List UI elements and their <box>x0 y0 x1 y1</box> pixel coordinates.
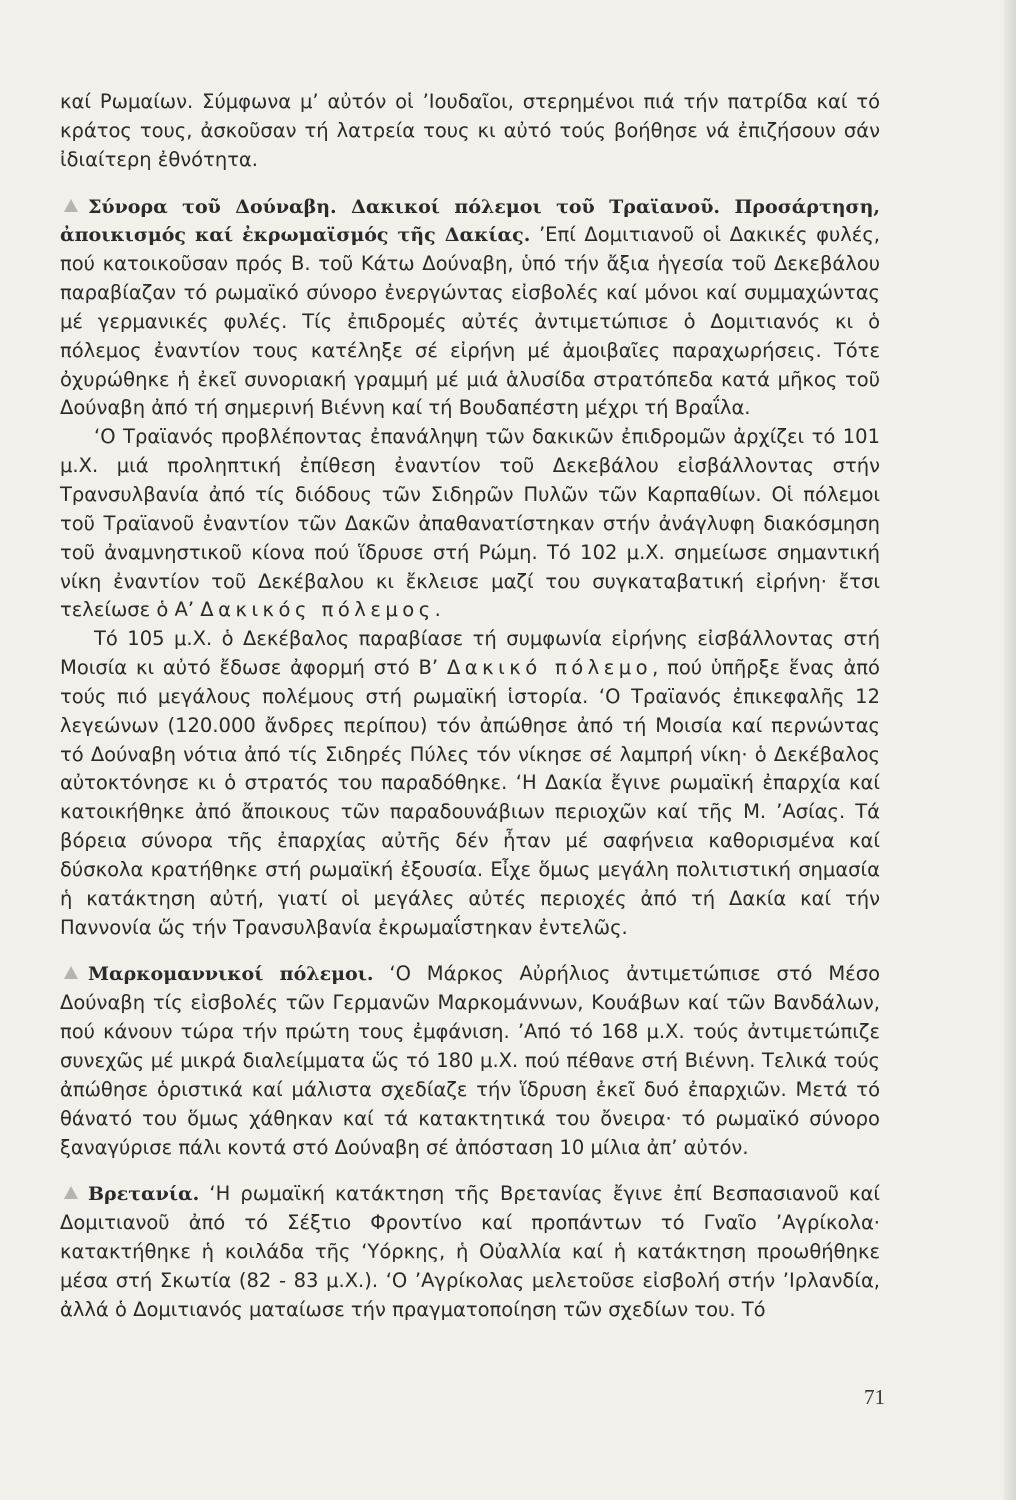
page-number: 71 <box>864 1385 885 1409</box>
paragraph-text: Τό 105 μ.Χ. ὁ Δεκέβαλος παραβίασε τή συμφωνία εἰρήνης εἰσβάλλοντας στή Μοισία κι αὐτό ἔδωσε ἀφορμή στό Β’ <box>60 627 880 680</box>
section-body-marcomannic: ‘Ο Μάρκος Αὐρήλιος ἀντιμετώπισε στό Μέσο Δούναβη τίς εἰσβολές τῶν Γερμανῶν Μαρκομάννων, Κουάβων καί τῶν Βανδάλων, πού κάνουν τώρα τήν πρώτη τους ἐμφάνιση. ’Από τό 168 μ.Χ. τούς ἀντιμετώπιζε συνεχῶς μέ μικρά διαλείμματα ὥς τό 180 μ.Χ. πού πέθανε στή Βιέννη. Τελικά τούς ἀπώθησε ὁριστικά καί μάλιστα σχεδίαζε τήν ἵδρυση ἐκεῖ δυό ἐπαρχιῶν. Μετά τό θάνατό του ὅμως χάθηκαν καί τά κατακτητικά του ὄνειρα· τό ρωμαϊκό σύνορο ξαναγύρισε πάλι κοντά στό Δούναβη σέ ἀπόσταση 10 μίλια ἀπ’ αὐτόν. <box>60 962 880 1159</box>
page-edge-shadow <box>1004 0 1016 1500</box>
emphasis-second-dacian-war: Δακικό πόλεμο <box>446 656 653 680</box>
section-heading-dacia: Σύνορα τοῦ Δούναβη. Δακικοί πόλεμοι τοῦ Τραϊανοῦ. Προσάρτηση, ἀποικισμός καί ἐκρωμαϊσμός τῆς Δακίας. <box>60 195 880 247</box>
paragraph-intro: καί Ρωμαίων. Σύμφωνα μ’ αὐτόν οἱ ’Ιουδαῖοι, στερημένοι πιά τήν πατρίδα καί τό κράτος τους, ἀσκοῦσαν τή λατρεία τους κι αὐτό τούς βοήθησε νά ἐπιζήσουν σάν ἰδιαίτερη ἐθνότητα. <box>60 90 880 171</box>
section-heading-britain: Βρετανία. <box>88 1183 200 1206</box>
section-body-dacia: ’Επί Δομιτιανοῦ οἱ Δακικές φυλές, πού κατοικοῦσαν πρός Β. τοῦ Κάτω Δούναβη, ὑπό τήν ἄξια ἡγεσία τοῦ Δεκεβάλου παραβίαζαν τό ρωμαϊκό σύνορο ἐνεργώντας εἰσβολές καί μόνοι καί συμμαχώντας μέ γερμανικές φυλές. Τίς ἐπιδρομές αὐτές ἀντιμετώπισε ὁ Δομιτιανός κι ὁ πόλεμος ἐναντίον τους κατέληξε σέ εἰρήνη μέ ἀμοιβαῖες παραχωρήσεις. Τότε ὀχυρώθηκε ἡ ἐκεῖ συνοριακή γραμμή μέ μιά ἁλυσίδα στρατόπεδα κατά μῆκος τοῦ Δούναβη ἀπό τή σημερινή Βιέννη καί τή Βουδαπέστη μέχρι τή Βραΐλα. <box>60 223 880 420</box>
section-marcomannic <box>60 960 880 1162</box>
section-body-britain: ‘Η ρωμαϊκή κατάκτηση τῆς Βρετανίας ἔγινε ἐπί Βεσπασιανοῦ καί Δομιτιανοῦ ἀπό τό Σέξτιο Φροντίνο καί προπάντων τό Γναῖο ’Αγρίκολα· κατακτήθηκε ἡ κοιλάδα τῆς ‘Υόρκης, ἡ Οὐαλλία καί ἡ κατάκτηση προωθήθηκε μέσα στή Σκωτία (82 - 83 μ.Χ.). ‘Ο ’Αγρίκολας μελετοῦσε εἰσβολή στήν ’Ιρλανδία, ἀλλά ὁ Δομιτιανός ματαίωσε τήν πραγματοποίηση τῶν σχεδίων του. Τό <box>60 1182 880 1321</box>
emphasis-first-dacian-war: Δακικός πόλεμος <box>200 598 435 622</box>
body-text <box>60 88 880 1325</box>
paragraph-text-end: . <box>434 598 441 622</box>
paragraph-text: ‘Ο Τραϊανός προβλέποντας ἐπανάληψη τῶν δακικῶν ἐπιδρομῶν ἀρχίζει τό 101 μ.Χ. μιά προληπτική ἐπίθεση ἐναντίον τοῦ Δεκεβάλου εἰσβάλλοντας στήν Τρανσυλβανία ἀπό τίς διόδους τῶν Σιδηρῶν Πυλῶν τῶν Καρπαθίων. Οἱ πόλεμοι τοῦ Τραϊανοῦ ἐναντίον τῶν Δακῶν ἀπαθανατίστηκαν στήν ἀνάγλυφη διακόσμηση τοῦ ἀναμνηστικοῦ κίονα πού ἵδρυσε στή Ρώμη. Τό 102 μ.Χ. σημείωσε σημαντική νίκη ἐναντίον τοῦ Δεκέβαλου κι ἔκλεισε μαζί του συγκαταβατική εἰρήνη· ἔτσι τελείωσε ὁ Α’ <box>60 425 880 622</box>
section-britain <box>60 1180 880 1324</box>
section-dacia <box>60 193 880 424</box>
section-heading-marcomannic: Μαρκομαννικοί πόλεμοι. <box>88 963 374 986</box>
section-triangle-icon <box>64 199 78 212</box>
paragraph-text-end: , πού ὑπῆρξε ἕνας ἀπό τούς πιό μεγάλους πολέμους στή ρωμαϊκή ἱστορία. ‘Ο Τραϊανός ἐπικεφαλῆς 12 λεγεώνων (120.000 ἄνδρες περίπου) τόν ἀπώθησε ἀπό τή Μοισία καί περνώντας τό Δούναβη νότια ἀπό τίς Σιδηρές Πύλες τόν νίκησε σέ λαμπρή νίκη· ὁ Δεκέβαλος αὐτοκτόνησε κι ὁ στρατός του παραδόθηκε. ‘Η Δακία ἔγινε ρωμαϊκή ἐπαρχία καί κατοικήθηκε ἀπό ἄποικους τῶν παραδουνάβιων περιοχῶν καί τῆς Μ. ’Ασίας. Τά βόρεια σύνορα τῆς ἐπαρχίας αὐτῆς δέν ἦταν μέ σαφήνεια καθορισμένα καί δύσκολα κρατήθηκε στή ρωμαϊκή ἐξουσία. Εἶχε ὅμως μεγάλη πολιτιστική σημασία ἡ κατάκτηση αὐτή, γιατί οἱ μεγάλες αὐτές περιοχές ἀπό τή Δακία καί τήν Παννονία ὥς τήν Τρανσυλβανία ἐκρωμαΐστηκαν ἐντελῶς. <box>60 656 880 939</box>
paragraph-second-war <box>60 625 880 942</box>
section-triangle-icon <box>64 966 78 979</box>
paragraph-trajan-first-war <box>60 423 880 625</box>
section-triangle-icon <box>64 1186 78 1199</box>
